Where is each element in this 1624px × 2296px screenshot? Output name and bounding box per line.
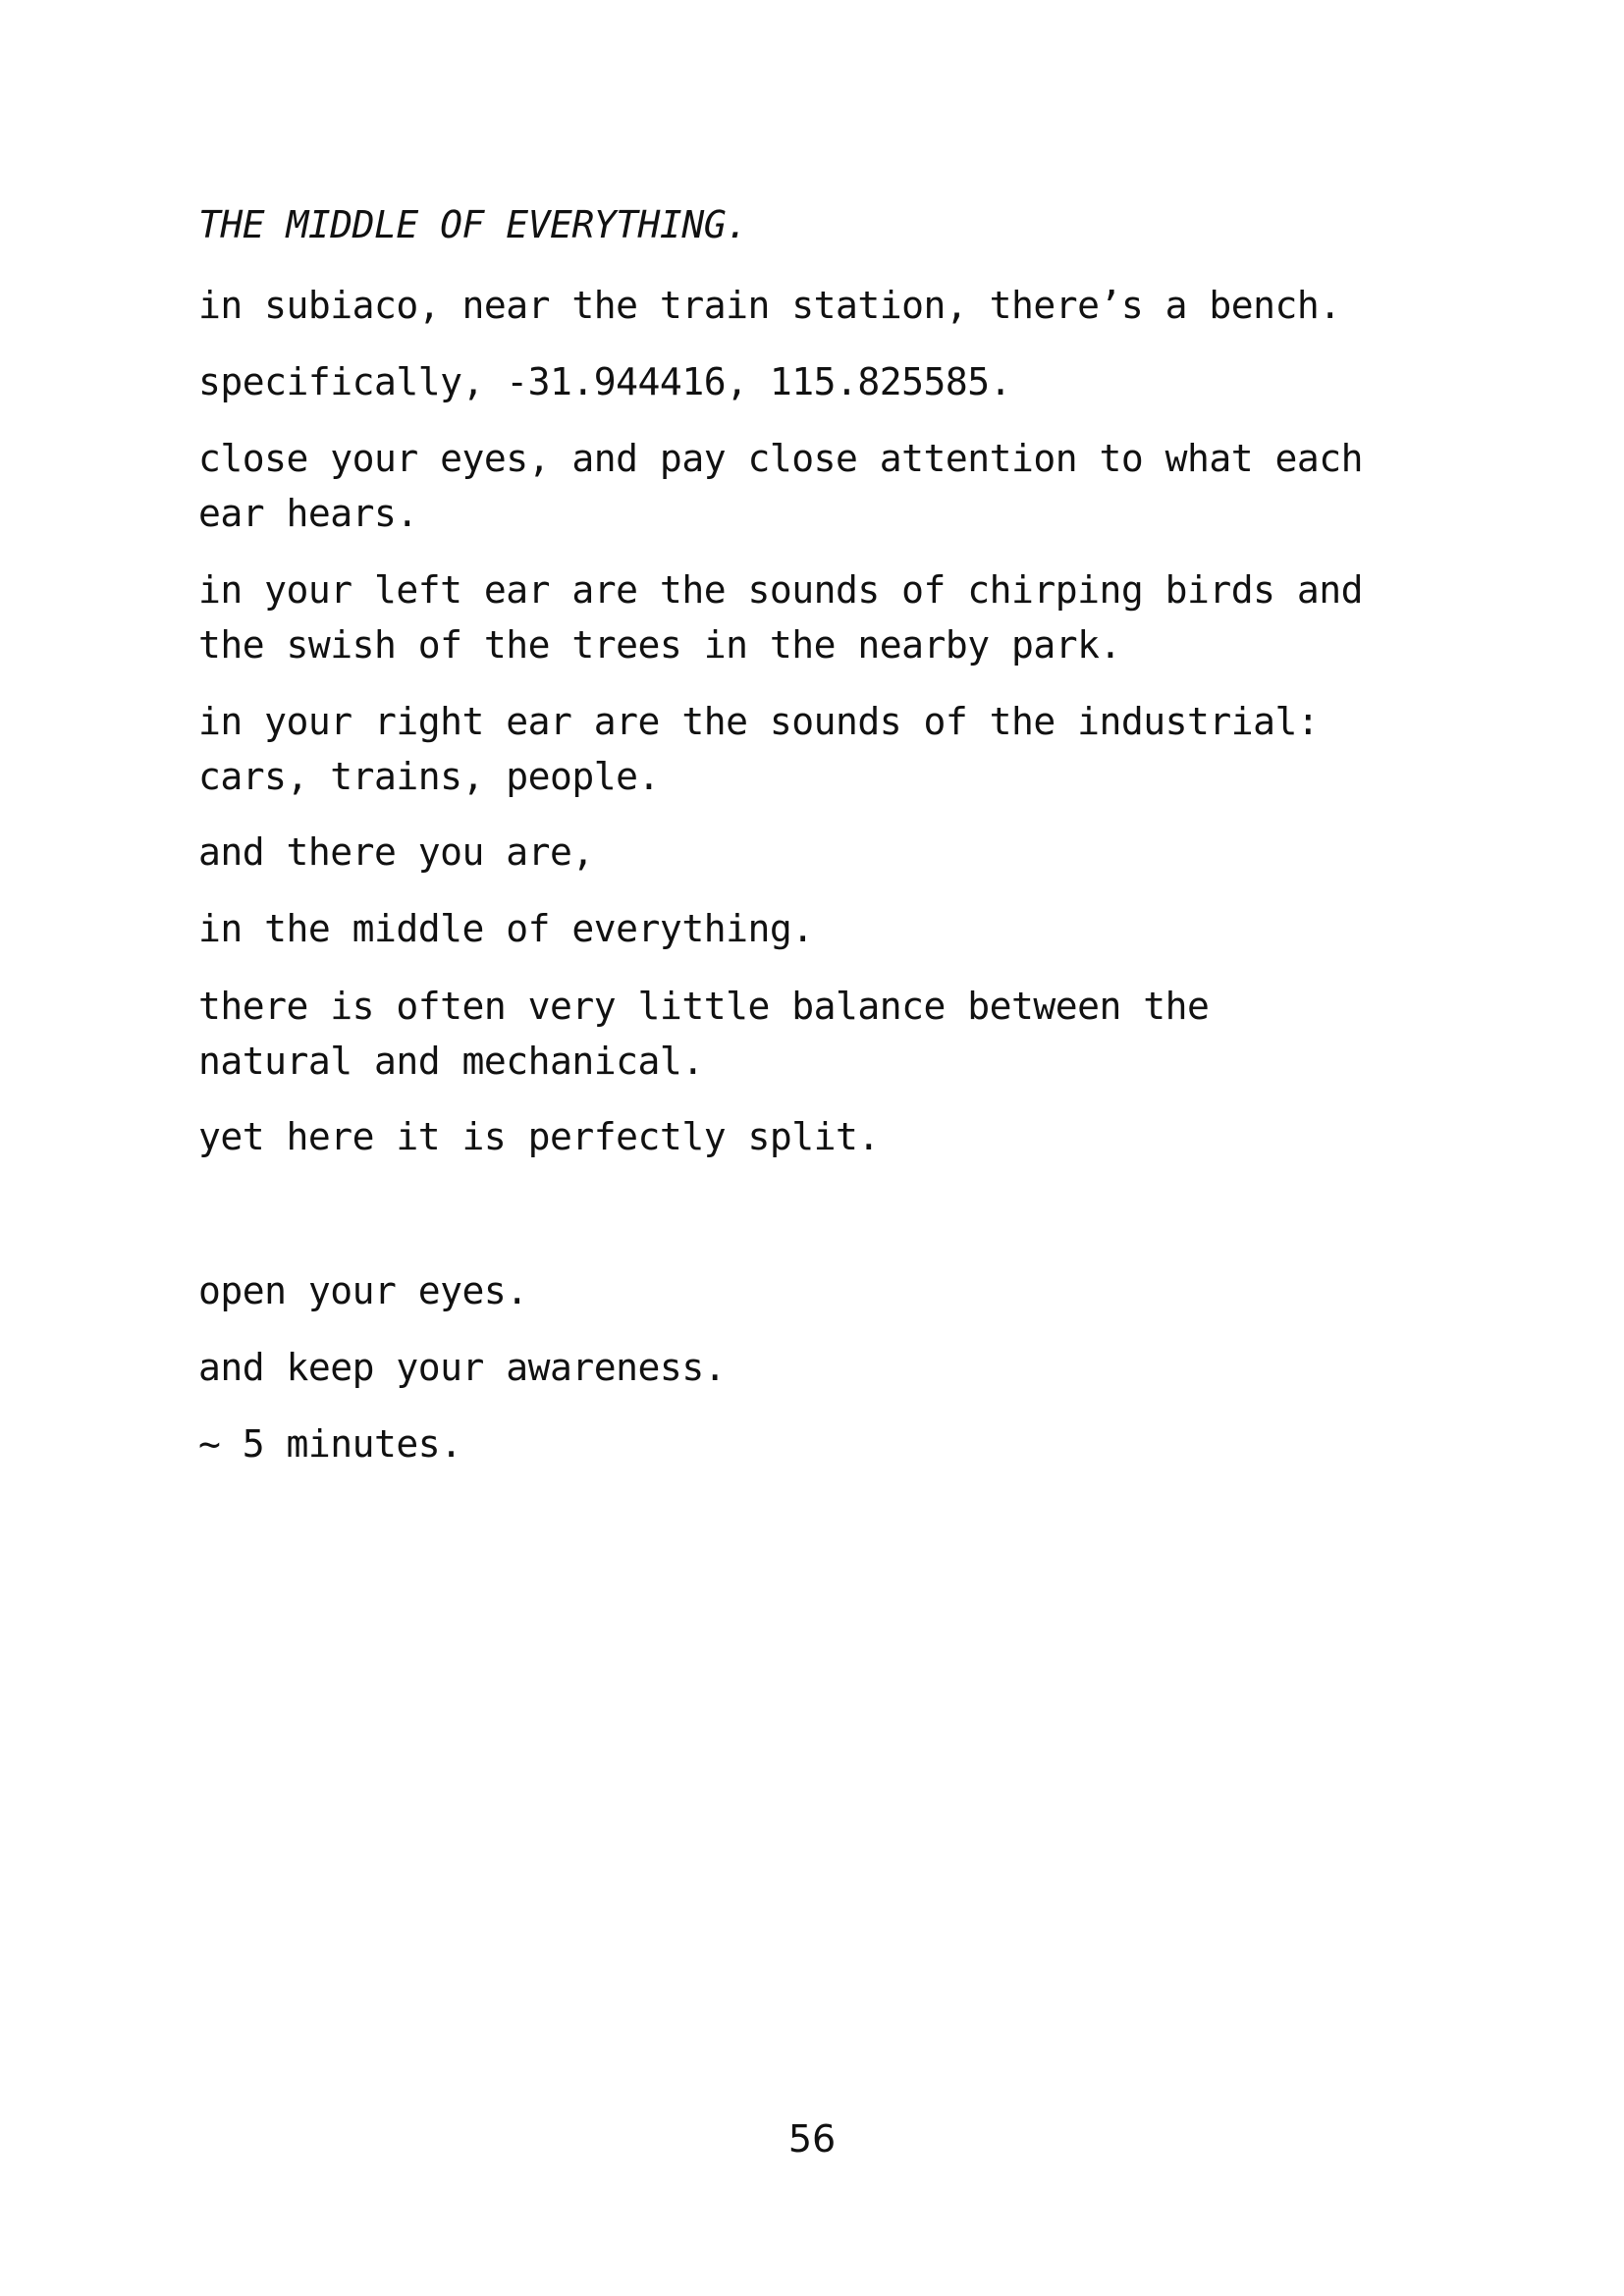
text-line: there is often very little balance between the: [198, 985, 1210, 1028]
paragraph: [198, 979, 1455, 1089]
paragraph: [198, 825, 1455, 880]
text-line: in subiaco, near the train station, there’s a bench.: [198, 284, 1341, 327]
text-line: cars, trains, people.: [198, 755, 660, 798]
text-line: in your right ear are the sounds of the industrial:: [198, 700, 1320, 743]
paragraph: [198, 562, 1455, 672]
text-line: ear hears.: [198, 492, 418, 535]
paragraph: [198, 431, 1455, 541]
paragraph: [198, 694, 1455, 804]
text-line: close your eyes, and pay close attention to what each: [198, 437, 1364, 480]
poem-title: THE MIDDLE OF EVERYTHING.: [198, 203, 748, 246]
text-line: in the middle of everything.: [198, 907, 814, 950]
text-line: yet here it is perfectly split.: [198, 1115, 880, 1158]
text-line: ~ 5 minutes.: [198, 1422, 462, 1466]
text-line: in your left ear are the sounds of chirping birds and: [198, 568, 1364, 612]
text-line: specifically, -31.944416, 115.825585.: [198, 360, 1011, 403]
text-line: natural and mechanical.: [198, 1040, 704, 1083]
text-line: open your eyes.: [198, 1269, 528, 1312]
paragraph: [198, 278, 1455, 333]
paragraph: [198, 1340, 1455, 1395]
text-line: the swish of the trees in the nearby park.: [198, 623, 1121, 667]
text-line: and there you are,: [198, 830, 594, 874]
paragraph: [198, 901, 1455, 956]
paragraph: [198, 354, 1455, 409]
text-line: and keep your awareness.: [198, 1346, 727, 1389]
paragraph: [198, 1416, 1455, 1471]
paragraph: [198, 1109, 1455, 1164]
page-number: 56: [787, 2117, 837, 2161]
paragraph: [198, 1263, 1455, 1318]
